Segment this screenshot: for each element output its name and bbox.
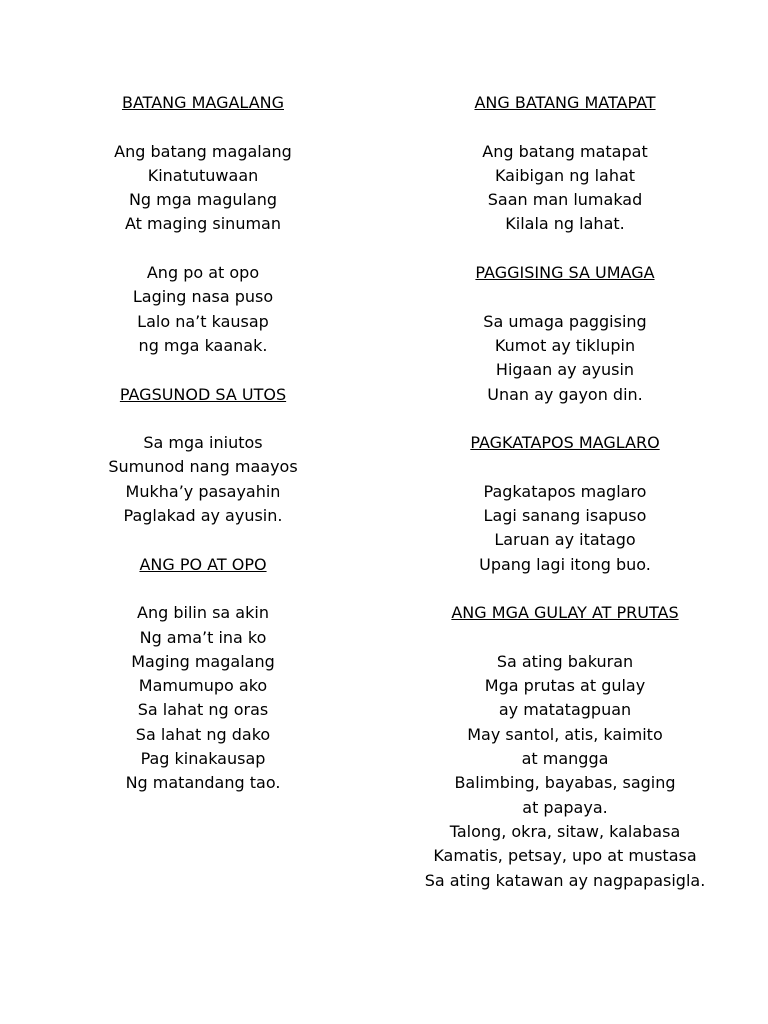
- poem-line: Talong, okra, sitaw, kalabasa: [449, 821, 681, 841]
- right-column: [405, 91, 725, 917]
- poem-line: ay matatagpuan: [498, 700, 632, 720]
- poem-line: Maging magalang: [131, 651, 275, 671]
- poem-line: Paglakad ay ayusin.: [123, 506, 283, 526]
- poem-line: Pagkatapos maglaro: [483, 481, 647, 501]
- poem-line: Sumunod nang maayos: [108, 457, 298, 477]
- stanza: [405, 140, 725, 237]
- poem-line: Higaan ay ayusin: [495, 360, 635, 380]
- poem-line: Lagi sanang isapuso: [483, 506, 647, 526]
- stanza: [405, 650, 725, 893]
- poem-title: ANG MGA GULAY AT PRUTAS: [451, 603, 679, 623]
- poem-line: at papaya.: [522, 797, 608, 817]
- poem-line: Saan man lumakad: [487, 190, 643, 210]
- poem-line: Ang po at opo: [146, 263, 260, 283]
- poem-line: Kumot ay tiklupin: [494, 335, 636, 355]
- poem-line: Ng matandang tao.: [125, 773, 281, 793]
- poem-line: Sa lahat ng oras: [137, 700, 269, 720]
- poem-title: PAGSUNOD SA UTOS: [119, 384, 287, 404]
- poem-line: Sa ating bakuran: [496, 651, 634, 671]
- poem-line: Kamatis, petsay, upo at mustasa: [433, 846, 697, 866]
- poem-line: Upang lagi itong buo.: [479, 554, 651, 574]
- poem-line: Ng mga magulang: [128, 190, 278, 210]
- stanza: [405, 310, 725, 407]
- poem-line: At maging sinuman: [125, 214, 281, 234]
- poem: [405, 91, 725, 237]
- stanza: [53, 140, 353, 237]
- poem-line: Ang bilin sa akin: [137, 603, 269, 623]
- poem-line: Kinatutuwaan: [147, 165, 259, 185]
- stanza: [53, 261, 353, 358]
- poem-line: Ng ama’t ina ko: [139, 627, 267, 647]
- poem-line: Mamumupo ako: [138, 676, 268, 696]
- poem-line: Ang batang matapat: [482, 141, 648, 161]
- poem-line: Kaibigan ng lahat: [494, 165, 636, 185]
- stanza: [405, 480, 725, 577]
- poem-line: Sa umaga paggising: [483, 311, 647, 331]
- poem-line: Sa ating katawan ay nagpapasigla.: [424, 870, 706, 890]
- poem-title: ANG BATANG MATAPAT: [474, 93, 656, 112]
- poem: [53, 91, 353, 358]
- poem-line: Balimbing, bayabas, saging: [454, 773, 676, 793]
- poem-line: Mukha’y pasayahin: [125, 481, 281, 501]
- poem-line: Sa mga iniutos: [143, 433, 263, 453]
- poem-title: PAGGISING SA UMAGA: [475, 263, 655, 283]
- stanza: [53, 431, 353, 528]
- poem: [53, 553, 353, 796]
- poem-title: PAGKATAPOS MAGLARO: [470, 433, 660, 453]
- poem-line: Ang batang magalang: [114, 141, 292, 161]
- poem-line: Laging nasa puso: [132, 287, 274, 307]
- left-column: [53, 91, 353, 820]
- poem-line: Lalo na’t kausap: [137, 311, 269, 331]
- poem-line: Sa lahat ng dako: [135, 724, 271, 744]
- poem: [405, 431, 725, 577]
- poem-line: Pag kinakausap: [140, 749, 266, 769]
- poem-title: ANG PO AT OPO: [139, 554, 267, 574]
- poem-line: Unan ay gayon din.: [487, 384, 643, 404]
- poem-line: Laruan ay itatago: [494, 530, 636, 550]
- poem-line: Kilala ng lahat.: [505, 214, 625, 234]
- poem-title: BATANG MAGALANG: [121, 93, 284, 112]
- poem-line: at mangga: [521, 749, 609, 769]
- poem-line: May santol, atis, kaimito: [467, 724, 663, 744]
- poem-line: Mga prutas at gulay: [484, 676, 646, 696]
- poem: [53, 383, 353, 529]
- poem-line: ng mga kaanak.: [138, 335, 268, 355]
- poem: [405, 601, 725, 893]
- poem: [405, 261, 725, 407]
- stanza: [53, 601, 353, 795]
